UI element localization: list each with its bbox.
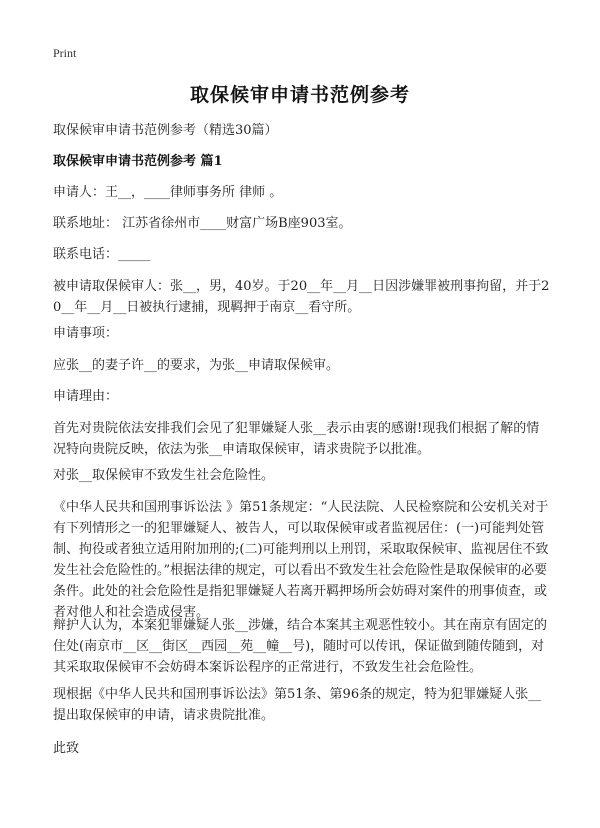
reason-paragraph-2: 对张__取保候审不致发生社会危险性。 xyxy=(53,468,275,483)
reason-paragraph-3: 《中华人民共和国刑事诉讼法 》第51条规定：“人民法院、人民检察院和公安机关对于有下列情形之一的犯罪嫌疑人、被告人，可以取保候审或者监视居住：(一)可能判处管制、拘役或者独立适用附加刑的;(二)可能判刑以上刑罚，采取取保候审、监视居住不致发生社会危险性的。”根据法律的规定，可以看出不致发生社会危险性是取保候审的必要条件。此处的社会危险性是指犯罪嫌疑人若离开羁押场所会妨碍对案件的刑事侦查，或者对他人和社会造成侵害。 xyxy=(53,500,549,620)
document-subtitle: 取保候审申请书范例参考（精选30篇） xyxy=(53,123,278,138)
request-heading: 申请事项： xyxy=(53,326,119,341)
reason-paragraph-4: 辩护人认为，本案犯罪嫌疑人张__涉嫌，结合本案其主观恶性较小。其在南京有固定的住处(南京市__区__街区__西园__苑__幢__号)，随时可以传讯，保证做到随传随到，对其采取取保候审不会妨碍本案诉讼程序的正常进行，不致发生社会危险性。 xyxy=(53,618,548,675)
reason-heading: 申请理由： xyxy=(53,389,119,404)
applicant-line: 申请人：王__，____律师事务所 律师 。 xyxy=(53,185,283,200)
page-title: 取保候审申请书范例参考 xyxy=(189,84,410,106)
print-label: Print xyxy=(53,46,77,60)
closing-line: 此致 xyxy=(53,741,80,756)
request-body: 应张__的妻子许__的要求，为张__申请取保候审。 xyxy=(53,358,340,373)
phone-line: 联系电话：_____ xyxy=(53,247,151,262)
respondent-paragraph: 被申请取保候审人：张__，男，40岁。于20__年__月__日因涉嫌罪被刑事拘留，并于20__年__月__日被执行逮捕，现羁押于南京__看守所。 xyxy=(53,279,550,315)
address-line: 联系地址： 江苏省徐州市____财富广场B座903室。 xyxy=(53,216,352,231)
reason-paragraph-1: 首先对贵院依法安排我们会见了犯罪嫌疑人张__表示由衷的感谢!现我们根据了解的情况特向贵院反映，依法为张__申请取保候审，请求贵院予以批准。 xyxy=(53,421,540,457)
section-heading: 取保候审申请书范例参考 篇1 xyxy=(53,154,223,169)
reason-paragraph-5: 现根据《中华人民共和国刑事诉讼法》第51条、第96条的规定，特为犯罪嫌疑人张__提出取保候审的申请，请求贵院批准。 xyxy=(53,687,542,723)
